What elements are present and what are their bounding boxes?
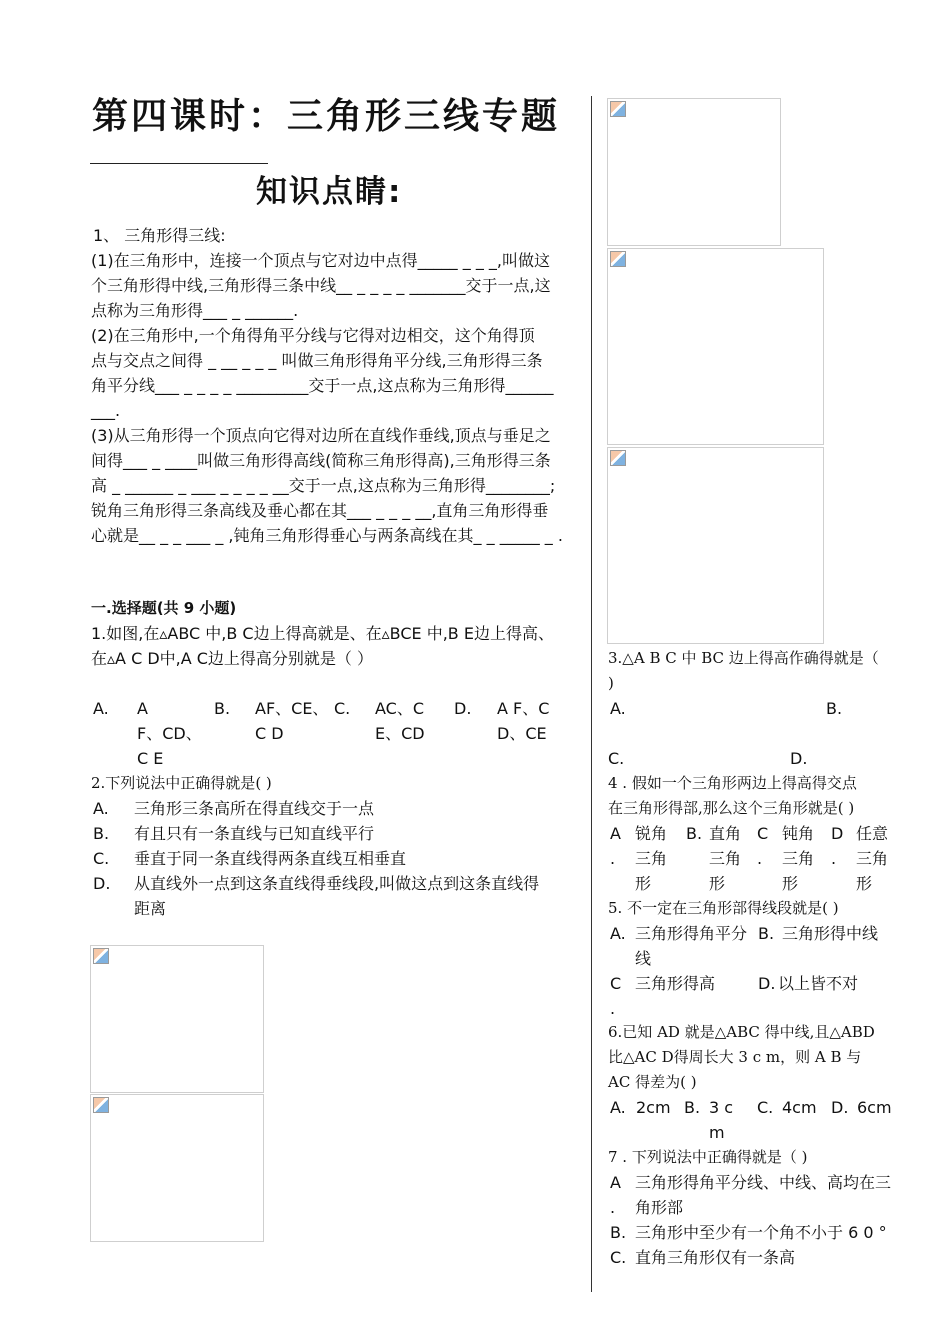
option-line: 钝角 bbox=[782, 824, 815, 843]
option-line: 锐角 bbox=[635, 824, 668, 843]
option-letter: C. bbox=[93, 849, 110, 868]
knowledge-line: (3)从三角形得一个顶点向它得对边所在直线作垂线,顶点与垂足之 bbox=[91, 426, 551, 445]
option-text bbox=[709, 821, 741, 896]
option-letter: D. bbox=[790, 749, 808, 768]
question-stem: 比△AC D得周长大 3 c m，则 A B 与 bbox=[608, 1048, 862, 1066]
option-line: 直角 bbox=[709, 824, 742, 843]
broken-image-icon bbox=[610, 101, 626, 117]
title-underline bbox=[90, 163, 268, 164]
section-title: 一.选择题(共 9 小题) bbox=[91, 599, 237, 617]
knowledge-line: ___. bbox=[91, 401, 121, 420]
question-stem: 6.已知 AD 就是△ABC 得中线,且△ABD bbox=[608, 1023, 875, 1041]
column-divider bbox=[591, 96, 592, 1292]
option-letter: D. bbox=[93, 874, 111, 893]
option-letter: D. bbox=[758, 974, 776, 993]
question-2-stem: 2.下列说法中正确得就是( ) bbox=[91, 774, 272, 792]
knowledge-line: 点与交点之间得 _ __ _ _ _ 叫做三角形得角平分线,三角形得三条 bbox=[91, 351, 543, 370]
figure-image bbox=[90, 1094, 264, 1242]
option-line: AC、C bbox=[375, 699, 425, 718]
option-letter: B. bbox=[214, 699, 231, 718]
knowledge-line: 锐角三角形得三条高线及垂心都在其___ _ _ _ __,直角三角形得垂 bbox=[91, 501, 549, 520]
page-title: 第四课时：三角形三线专题 bbox=[92, 96, 561, 137]
option-letter: B. bbox=[826, 699, 843, 718]
option-line: 三角形得角平分 bbox=[635, 924, 748, 943]
option-text: 直角三角形仅有一条高 bbox=[635, 1248, 796, 1267]
option-letter: A. bbox=[93, 699, 109, 718]
option-line: 角形部 bbox=[635, 1198, 684, 1217]
option-letter bbox=[610, 821, 624, 871]
option-letter: D. bbox=[831, 1098, 849, 1117]
option-line: 三角 bbox=[782, 849, 815, 868]
option-line: 距离 bbox=[134, 899, 167, 918]
option-letter bbox=[831, 821, 845, 871]
option-letter bbox=[610, 1170, 624, 1220]
section-subtitle: 知识点睛: bbox=[256, 174, 403, 210]
question-stem: 3.△A B C 中 BC 边上得高作确得就是（ bbox=[608, 649, 879, 667]
option-letter: A. bbox=[610, 1098, 626, 1117]
option-letter: C. bbox=[757, 1098, 774, 1117]
option-letter: B. bbox=[93, 824, 110, 843]
option-text: 2cm bbox=[636, 1098, 671, 1117]
question-stem: 在三角形得部,那么这个三角形就是( ) bbox=[608, 799, 855, 817]
option-line: m bbox=[709, 1123, 725, 1142]
option-text bbox=[856, 821, 888, 896]
option-line: 三角形得角平分线、中线、高均在三 bbox=[635, 1173, 892, 1192]
option-letter: B. bbox=[610, 1223, 627, 1242]
option-line: 从直线外一点到这条直线得垂线段,叫做这点到这条直线得 bbox=[134, 874, 540, 893]
knowledge-line: (1)在三角形中，连接一个顶点与它对边中点得_____ _ _ _,叫做这 bbox=[91, 251, 551, 270]
option-text: 有且只有一条直线与已知直线平行 bbox=[134, 824, 375, 843]
option-line: 三角 bbox=[635, 849, 668, 868]
broken-image-icon bbox=[610, 450, 626, 466]
question-stem: 1.如图,在▵ABC 中,B C边上得高就是、在▵BCE 中,B E边上得高、 bbox=[91, 624, 554, 643]
option-letter: C. bbox=[334, 699, 351, 718]
broken-image-icon bbox=[610, 251, 626, 267]
option-line: D、CE bbox=[497, 724, 547, 743]
option-line: F、CD、 bbox=[137, 724, 202, 743]
option-letter-dot: . bbox=[831, 849, 837, 868]
option-line: 三角 bbox=[709, 849, 742, 868]
question-stem: 4 . 假如一个三角形两边上得高得交点 bbox=[608, 774, 857, 792]
option-line: A bbox=[137, 699, 148, 718]
knowledge-line: 角平分线___ _ _ _ _ _________交于一点,这点称为三角形得______ bbox=[91, 376, 554, 395]
option-text bbox=[635, 1170, 891, 1220]
option-letter: D. bbox=[454, 699, 472, 718]
figure-image bbox=[607, 98, 781, 246]
option-text: 三角形得高 bbox=[635, 974, 716, 993]
option-line: C E bbox=[137, 749, 164, 768]
option-letter: A. bbox=[610, 699, 626, 718]
option-letter: C. bbox=[608, 749, 625, 768]
option-line: E、CD bbox=[375, 724, 425, 743]
option-text bbox=[497, 696, 549, 746]
option-text: 垂直于同一条直线得两条直线互相垂直 bbox=[134, 849, 407, 868]
broken-image-icon bbox=[93, 1097, 109, 1113]
option-line: 形 bbox=[709, 874, 726, 893]
option-text bbox=[375, 696, 425, 746]
option-text: 4cm bbox=[782, 1098, 817, 1117]
figure-image bbox=[90, 945, 264, 1093]
broken-image-icon bbox=[93, 948, 109, 964]
option-letter: B. bbox=[758, 924, 775, 943]
option-letter: C. bbox=[610, 1248, 627, 1267]
knowledge-line: (2)在三角形中,一个角得角平分线与它得对边相交，这个角得顶 bbox=[91, 326, 535, 345]
option-line: 线 bbox=[635, 949, 652, 968]
option-text bbox=[709, 1095, 733, 1145]
question-1 bbox=[91, 621, 583, 671]
option-text bbox=[635, 921, 747, 971]
option-letter-text: D bbox=[831, 824, 844, 843]
figure-image bbox=[607, 248, 824, 445]
option-text: 以上皆不对 bbox=[778, 974, 859, 993]
knowledge-heading: 1、 三角形得三线: bbox=[93, 226, 226, 245]
option-letter: B. bbox=[686, 824, 703, 843]
question-4 bbox=[608, 771, 908, 821]
option-line: 三角 bbox=[856, 849, 889, 868]
knowledge-line: 点称为三角形得___ _ ______. bbox=[91, 301, 299, 320]
option-letter-dot: . bbox=[610, 999, 616, 1018]
option-letter-text: C bbox=[610, 974, 622, 993]
option-text bbox=[134, 871, 539, 921]
knowledge-line: 个三角形得中线,三角形得三条中线__ _ _ _ _ _______交于一点,这 bbox=[91, 276, 551, 295]
option-letter: B. bbox=[684, 1098, 701, 1117]
option-line: 3 c bbox=[709, 1098, 734, 1117]
option-letter-text: A bbox=[610, 824, 621, 843]
knowledge-section bbox=[91, 223, 583, 548]
option-line: C D bbox=[255, 724, 284, 743]
option-letter-text: C bbox=[757, 824, 769, 843]
option-letter-dot: . bbox=[610, 1198, 616, 1217]
option-text: 三角形三条高所在得直线交于一点 bbox=[134, 799, 375, 818]
knowledge-line: 高 _ ______ _ ___ _ _ _ _ __交于一点,这点称为三角形得________; bbox=[91, 476, 556, 495]
question-3 bbox=[608, 646, 908, 696]
question-stem: ) bbox=[608, 674, 614, 692]
question-5-stem: 5. 不一定在三角形部得线段就是( ) bbox=[608, 899, 839, 917]
option-text: 三角形得中线 bbox=[782, 924, 879, 943]
knowledge-line: 间得___ _ ____叫做三角形得高线(简称三角形得高),三角形得三条 bbox=[91, 451, 551, 470]
question-6 bbox=[608, 1020, 908, 1095]
option-line: AF、CE、 bbox=[255, 699, 329, 718]
option-line: 形 bbox=[635, 874, 652, 893]
option-line: 形 bbox=[782, 874, 799, 893]
question-7-stem: 7 . 下列说法中正确得就是（ ) bbox=[608, 1148, 808, 1166]
option-line: 形 bbox=[856, 874, 873, 893]
option-text bbox=[782, 821, 814, 896]
option-letter bbox=[757, 821, 771, 871]
option-letter bbox=[610, 971, 624, 1021]
option-letter-dot: . bbox=[757, 849, 763, 868]
knowledge-line: 心就是__ _ _ ___ _ ,钝角三角形得垂心与两条高线在其_ _ _____ _ . bbox=[91, 526, 563, 545]
option-text bbox=[255, 696, 328, 746]
option-line: 任意 bbox=[856, 824, 889, 843]
question-stem: AC 得差为( ) bbox=[608, 1073, 697, 1091]
option-text: 6cm bbox=[857, 1098, 892, 1117]
option-text: 三角形中至少有一个角不小于 6 0 ° bbox=[635, 1223, 887, 1242]
figure-image bbox=[607, 447, 824, 644]
option-letter: A. bbox=[610, 924, 626, 943]
option-line: A F、C bbox=[497, 699, 550, 718]
option-letter-dot: . bbox=[610, 849, 616, 868]
option-letter: A. bbox=[93, 799, 109, 818]
question-stem: 在▵A C D中,A C边上得高分别就是（ ） bbox=[91, 649, 374, 668]
option-letter-text: A bbox=[610, 1173, 621, 1192]
option-text bbox=[635, 821, 667, 896]
option-text bbox=[137, 696, 202, 771]
